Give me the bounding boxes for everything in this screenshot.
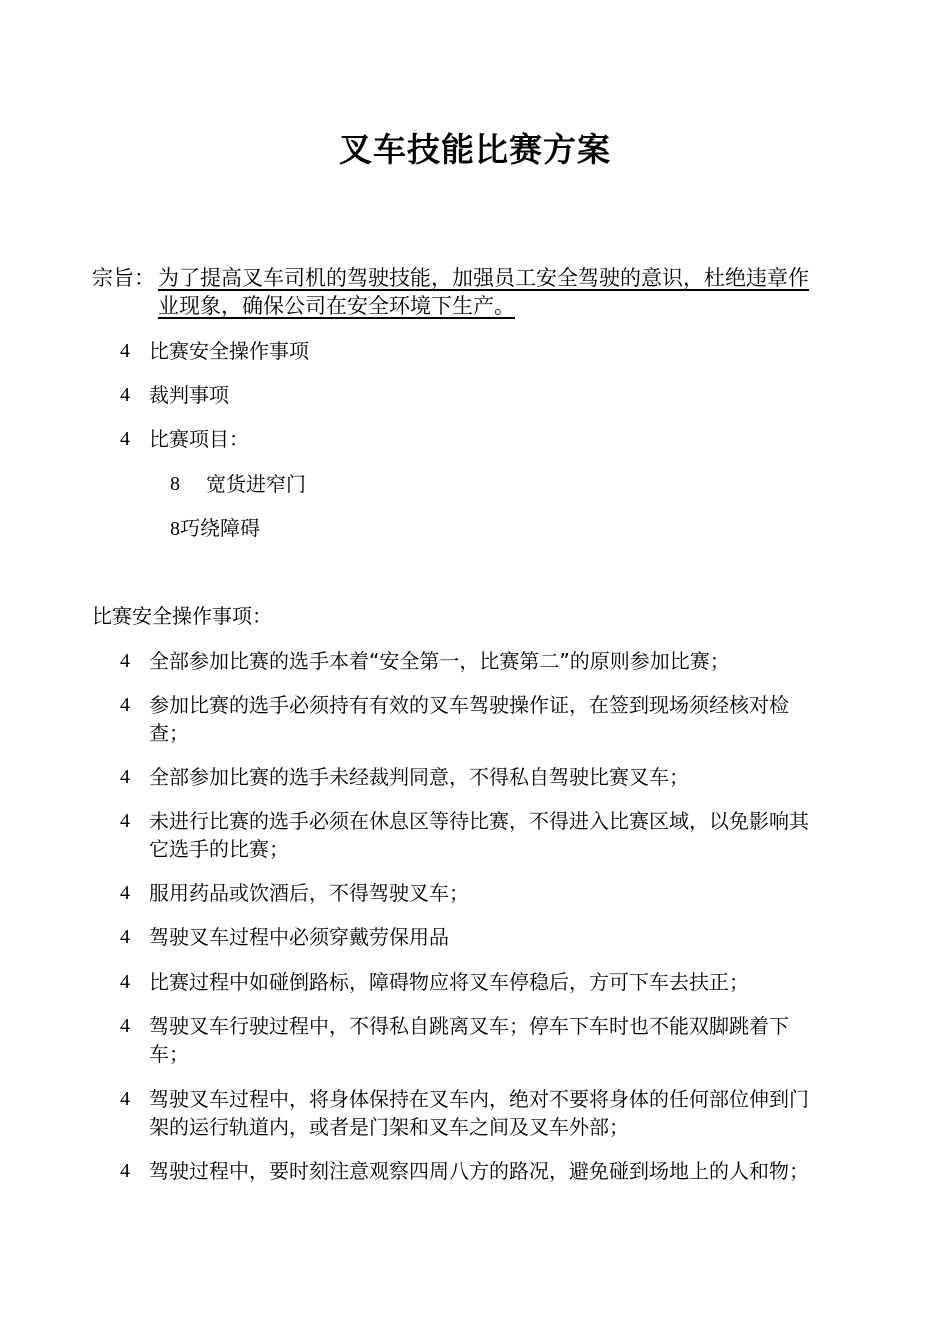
bullet-marker: 4 xyxy=(120,1160,130,1182)
bullet-marker: 4 xyxy=(120,971,130,993)
safety-item-text: 驾驶过程中，要时刻注意观察四周八方的路况，避免碰到场地上的人和物； xyxy=(149,1159,809,1183)
sub-bullet-marker: 8 xyxy=(170,473,180,495)
bullet-marker: 4 xyxy=(120,650,130,672)
safety-item-text: 参加比赛的选手必须持有有效的叉车驾驶操作证，在签到现场须经核对检查； xyxy=(149,693,789,745)
safety-item xyxy=(120,923,820,951)
safety-item xyxy=(120,879,820,907)
safety-item-text: 未进行比赛的选手必须在休息区等待比赛，不得进入比赛区域，以免影响其它选手的比赛； xyxy=(149,809,809,861)
safety-item xyxy=(120,1085,820,1141)
bullet-marker: 4 xyxy=(120,384,130,406)
safety-item xyxy=(120,807,820,863)
bullet-marker: 4 xyxy=(120,694,130,716)
purpose-paragraph xyxy=(92,264,822,320)
sub-bullet-marker: 8 xyxy=(170,518,180,540)
outline-sub-item xyxy=(170,514,260,543)
page-title: 叉车技能比赛方案 xyxy=(339,130,611,169)
purpose-text: 为了提高叉车司机的驾驶技能，加强员工安全驾驶的意识，杜绝违章作业现象，确保公司在安全环境下生产。 xyxy=(158,266,809,318)
outline-item-text: 比赛安全操作事项 xyxy=(149,339,309,363)
outline-sub-item-text: 宽货进窄门 xyxy=(206,472,306,496)
safety-item-text: 全部参加比赛的选手本着“安全第一，比赛第二”的原则参加比赛； xyxy=(149,649,730,673)
bullet-marker: 4 xyxy=(120,882,130,904)
safety-item-text: 比赛过程中如碰倒路标，障碍物应将叉车停稳后，方可下车去扶正； xyxy=(149,970,749,994)
outline-item xyxy=(120,381,820,409)
outline-item xyxy=(120,337,820,365)
safety-item xyxy=(120,763,820,791)
safety-item xyxy=(120,968,820,996)
bullet-marker: 4 xyxy=(120,810,130,832)
bullet-marker: 4 xyxy=(120,926,130,948)
outline-item xyxy=(120,425,820,453)
safety-item xyxy=(120,1157,820,1185)
bullet-marker: 4 xyxy=(120,766,130,788)
bullet-marker: 4 xyxy=(120,1015,130,1037)
safety-item-text: 驾驶叉车行驶过程中，不得私自跳离叉车；停车下车时也不能双脚跳着下车； xyxy=(149,1014,789,1066)
outline-sub-item-text: 巧绕障碍 xyxy=(180,516,260,540)
safety-item-text: 驾驶叉车过程中必须穿戴劳保用品 xyxy=(149,925,449,949)
safety-item xyxy=(120,691,820,747)
bullet-marker: 4 xyxy=(120,1088,130,1110)
safety-item xyxy=(120,1012,820,1068)
purpose-label: 宗旨： xyxy=(92,266,155,290)
outline-sub-item xyxy=(170,470,770,498)
safety-item-text: 全部参加比赛的选手未经裁判同意，不得私自驾驶比赛叉车； xyxy=(149,765,689,789)
safety-item-text: 驾驶叉车过程中，将身体保持在叉车内，绝对不要将身体的任何部位伸到门架的运行轨道内，或者是门架和叉车之间及叉车外部； xyxy=(149,1087,809,1139)
safety-item-text: 服用药品或饮酒后，不得驾驶叉车； xyxy=(149,881,469,905)
outline-item-text: 比赛项目： xyxy=(149,427,249,451)
outline-item-text: 裁判事项 xyxy=(149,383,229,407)
safety-item xyxy=(120,647,820,675)
section-heading: 比赛安全操作事项： xyxy=(92,604,272,628)
bullet-marker: 4 xyxy=(120,428,130,450)
bullet-marker: 4 xyxy=(120,340,130,362)
